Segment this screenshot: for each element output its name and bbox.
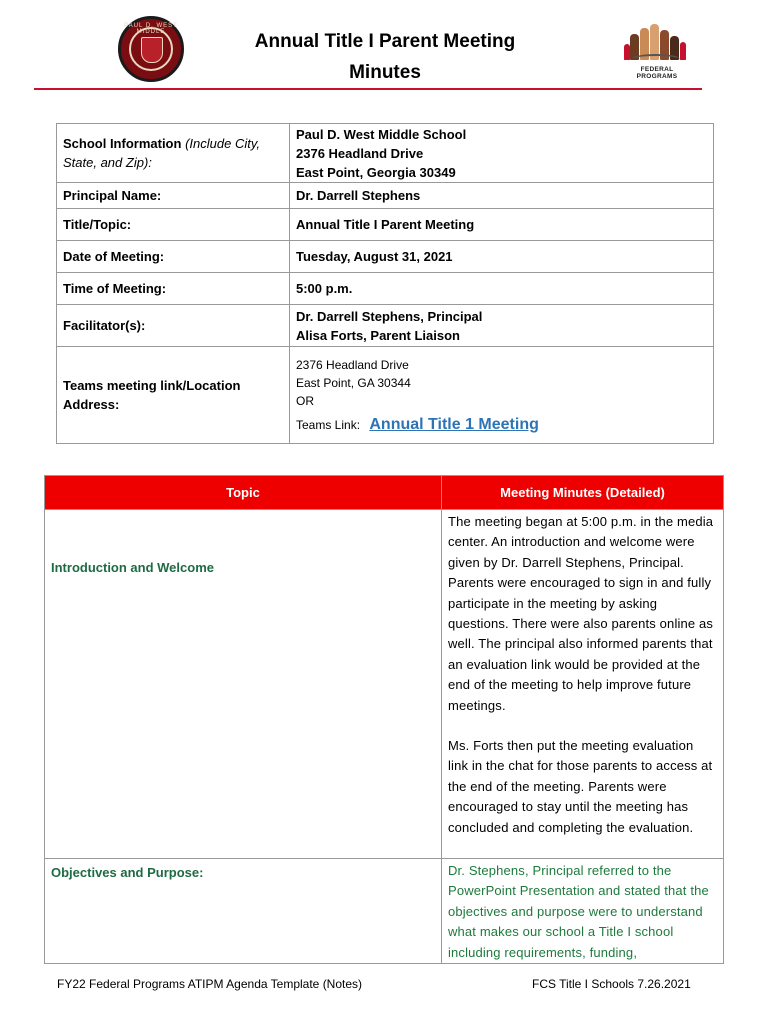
federal-programs-logo [618, 8, 694, 80]
school-info-value-cell [290, 124, 714, 183]
minutes-column-header: Meeting Minutes (Detailed) [442, 476, 724, 510]
date-value: Tuesday, August 31, 2021 [290, 241, 714, 273]
topic-column-header: Topic [45, 476, 442, 510]
school-seal-logo [118, 16, 184, 82]
minutes-table [44, 475, 724, 964]
principal-row [57, 183, 714, 209]
row1-topic: Introduction and Welcome [51, 560, 214, 575]
location-street: 2376 Headland Drive [296, 358, 409, 372]
school-street: 2376 Headland Drive [296, 145, 424, 161]
facilitator-2: Alisa Forts, Parent Liaison [296, 327, 460, 343]
location-row [57, 347, 714, 444]
row2-paragraph-1: Dr. Stephens, Principal referred to the PowerPoint Presentation and stated that the objectives and purpose were to understand what makes our school a Title I school including requirements, funding, [448, 863, 709, 960]
time-row [57, 273, 714, 305]
principal-value: Dr. Darrell Stephens [290, 183, 714, 209]
table-row [45, 510, 724, 859]
minutes-header-row [45, 476, 724, 510]
location-label: Teams meeting link/Location Address: [57, 347, 290, 444]
teams-label: Teams Link: [296, 418, 361, 432]
title-line-1: Annual Title I Parent Meeting [254, 31, 516, 52]
teams-link-line [296, 416, 707, 434]
teams-meeting-link[interactable]: Annual Title 1 Meeting [369, 416, 539, 433]
facilitator-value-cell [290, 305, 714, 347]
school-info-row [57, 124, 714, 183]
row2-topic: Objectives and Purpose: [51, 865, 204, 880]
header-divider [34, 88, 702, 90]
date-label: Date of Meeting: [57, 241, 290, 273]
row1-paragraph-1: The meeting began at 5:00 p.m. in the media center. An introduction and welcome were given by Dr. Darrell Stephens, Principal. Parents were encouraged to sign in and fully participate in the meeting by asking questions. There were also parents online as well. The principal also informed parents that an evaluation link would be provided at the end of the meeting to help improve future meetings. [448, 514, 714, 713]
facilitator-1: Dr. Darrell Stephens, Principal [296, 308, 483, 324]
seal-text: PAUL D. WEST MIDDLE [124, 23, 178, 35]
principal-label: Principal Name: [57, 183, 290, 209]
school-info-label-cell: School Information (Include City, State, and Zip): [57, 124, 290, 183]
topic-row [57, 209, 714, 241]
title-line-2: Minutes [349, 62, 421, 83]
topic-cell [45, 510, 442, 859]
time-value: 5:00 p.m. [290, 273, 714, 305]
page-title [200, 26, 570, 88]
facilitator-label: Facilitator(s): [57, 305, 290, 347]
notes-cell [442, 859, 724, 964]
location-city: East Point, GA 30344 [296, 376, 411, 390]
table-row [45, 859, 724, 964]
topic-cell [45, 859, 442, 964]
topic-value: Annual Title I Parent Meeting [290, 209, 714, 241]
footer-date: FCS Title I Schools 7.26.2021 [532, 977, 691, 991]
notes-cell [442, 510, 724, 859]
school-name: Paul D. West Middle School [296, 126, 467, 142]
time-label: Time of Meeting: [57, 273, 290, 305]
logo-label: FEDERAL PROGRAMS [636, 66, 678, 80]
facilitator-row [57, 305, 714, 347]
location-or: OR [296, 394, 314, 408]
school-city: East Point, Georgia 30349 [296, 164, 456, 180]
row1-paragraph-2: Ms. Forts then put the meeting evaluation link in the chat for those parents to access at the end of the meeting. Parents were encouraged to stay until the meeting has concluded and completing the evaluation. [448, 738, 713, 835]
meeting-info-table [56, 123, 714, 444]
footer-template-name: FY22 Federal Programs ATIPM Agenda Template (Notes) [57, 977, 363, 991]
date-row [57, 241, 714, 273]
location-value-cell [290, 347, 714, 444]
topic-label: Title/Topic: [57, 209, 290, 241]
